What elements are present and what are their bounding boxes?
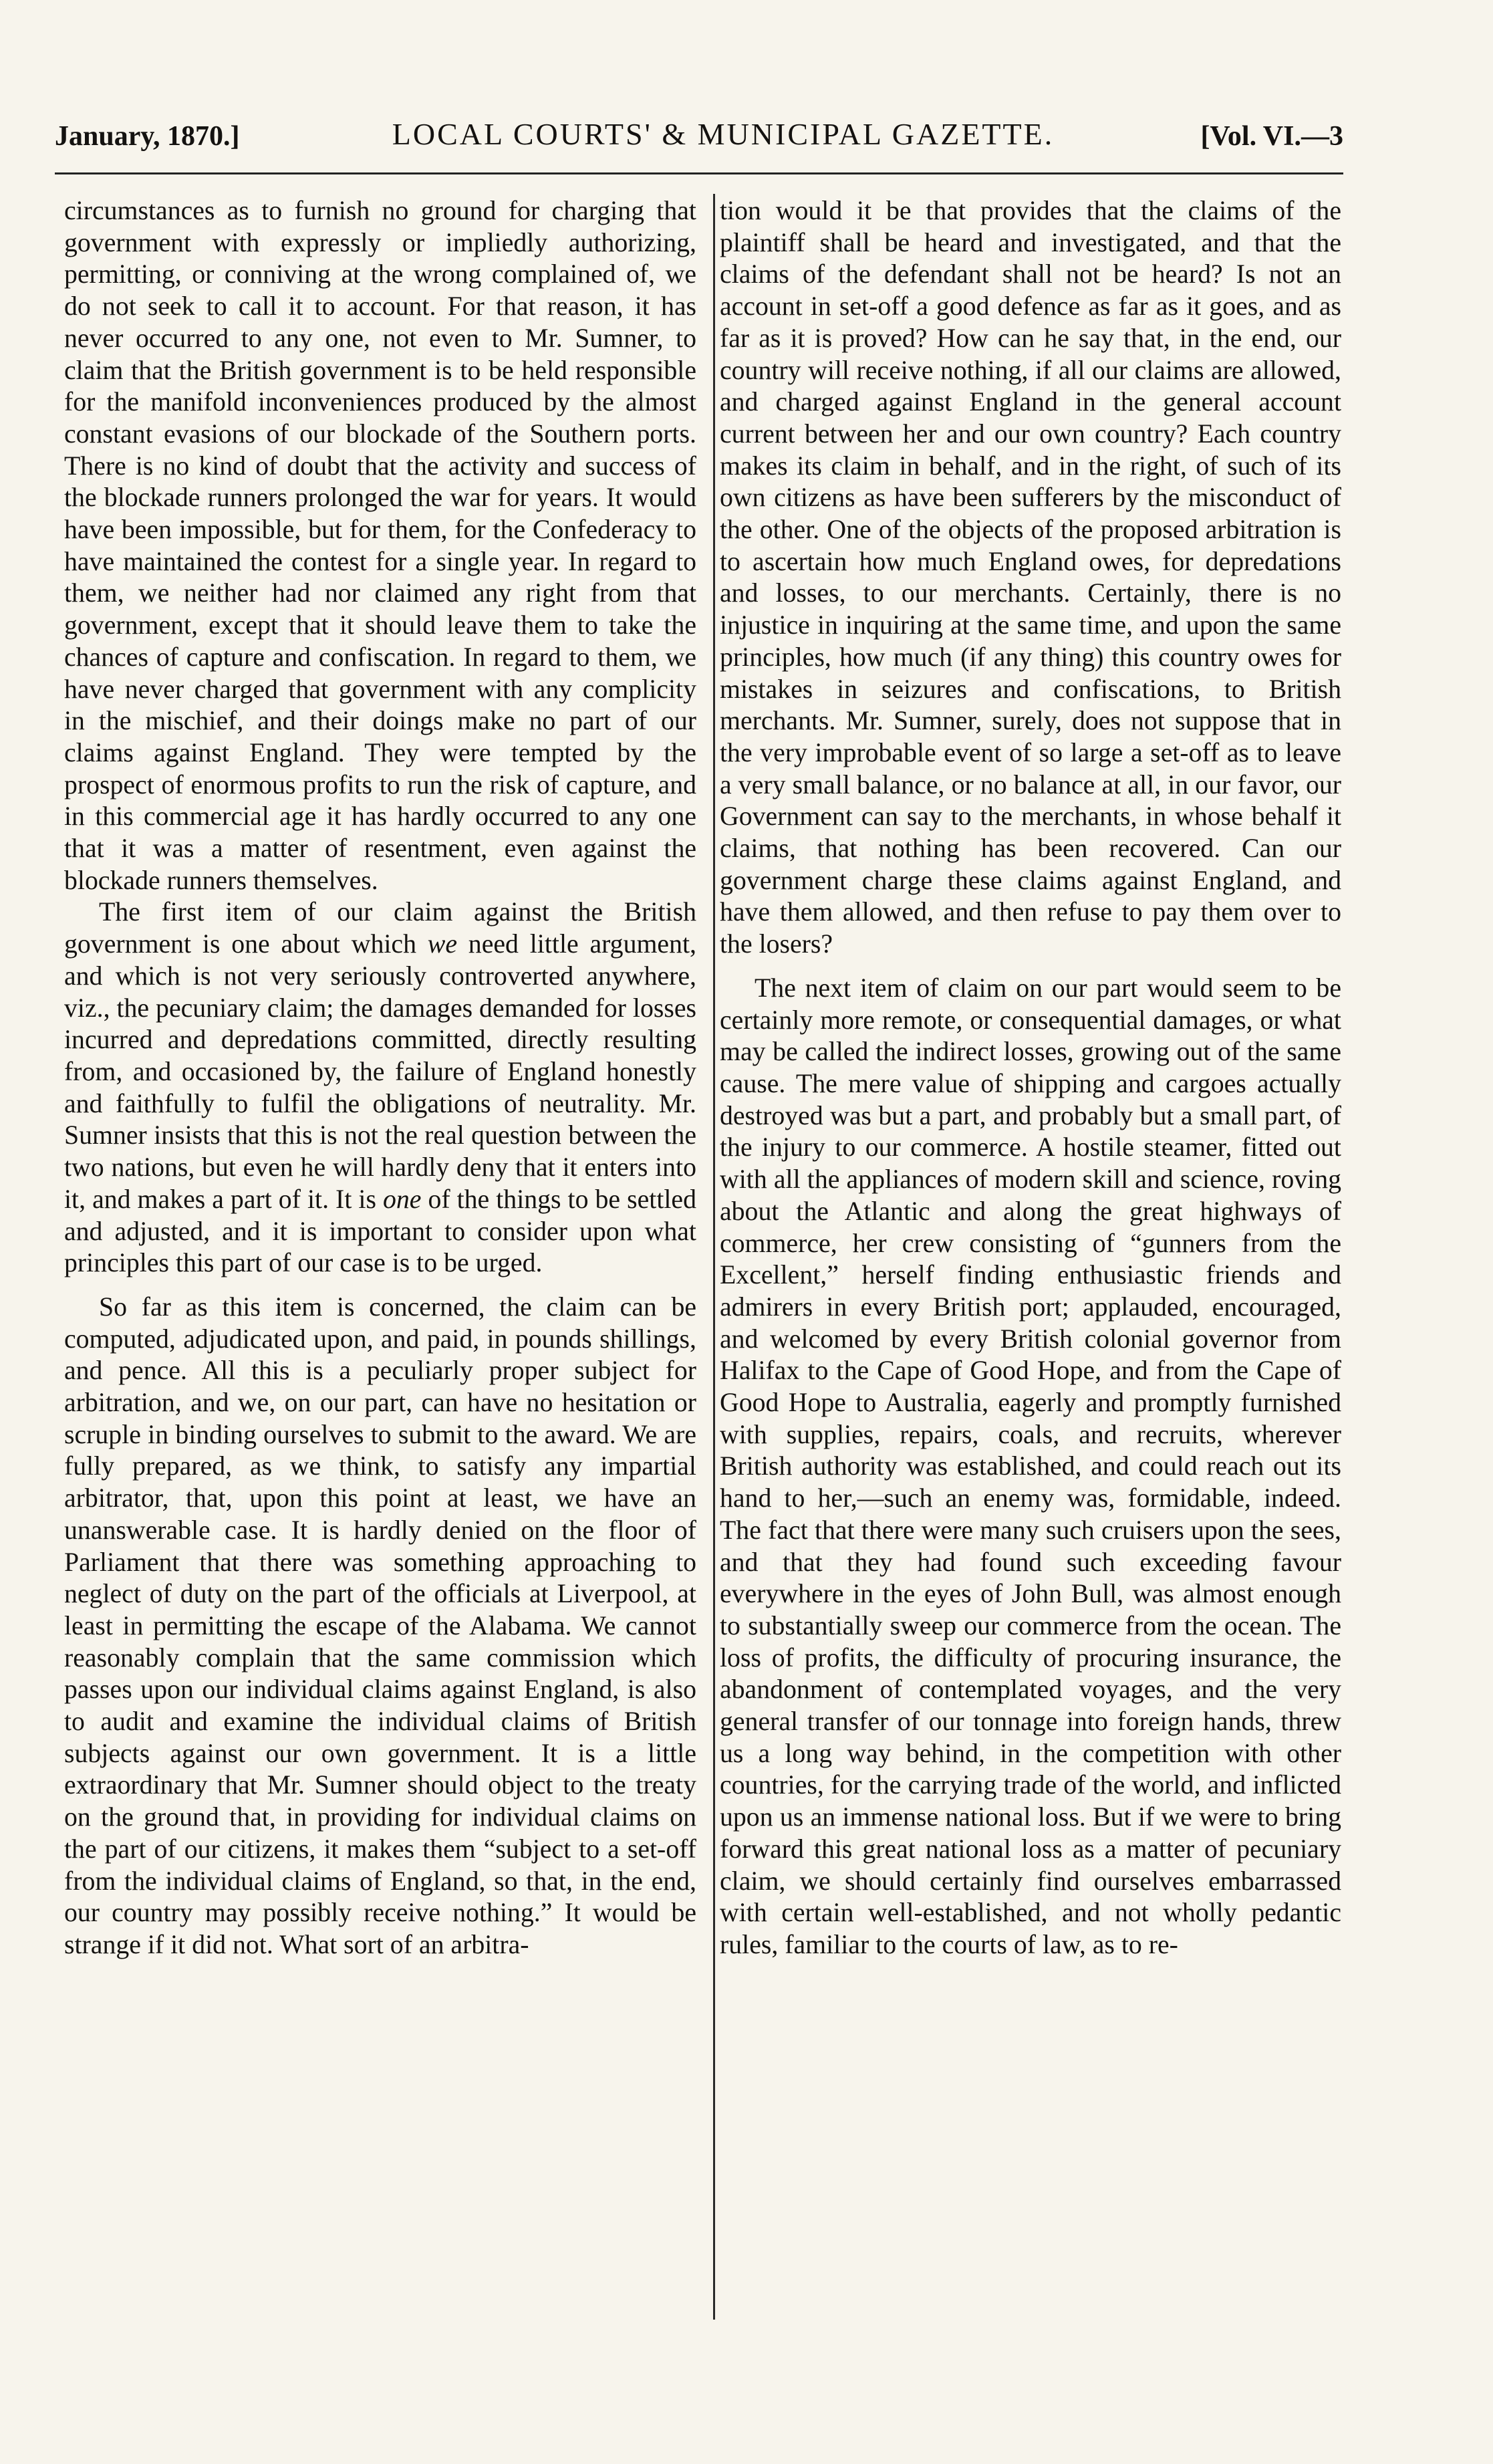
- right-paragraph-1: tion would it be that provides that the claims of the plaintiff shall be heard and investigated, and that the claims of the defendant shall not be heard? Is not an account in set-off a good defence as far as it goes, and as far as it is proved? How can he say that, in the end, our country will receive nothing, if all our claims are allowed, and charged against England in the general account current between her and our own country? Each country makes its claim in behalf, and in the right, of such of its own citizens as have been sufferers by the misconduct of the other. One of the objects of the proposed arbitration is to ascertain how much England owes, for depredations and losses, to our merchants. Certainly, there is no injustice in inquiring at the same time, and upon the same principles, how much (if any thing) this country owes for mistakes in seizures and confiscations, to British merchants. Mr. Sumner, surely, does not suppose that in the very improbable event of so large a set-off as to leave a very small balance, or no balance at all, in our favor, our Government can say to the merchants, in whose behalf it claims, that nothing has been recovered. Can our government charge these claims against England, and have them allowed, and then refuse to pay them over to the losers?: [720, 196, 1341, 959]
- left-paragraph-2-part-b: need little argument, and which is not very seriously controverted anywhere, viz., the pecuniary claim; the damages demanded for losses incurred and depredations committed, directly resulting from, and occasioned by, the failure of England honestly and faithfully to fulfil the obligations of neutrality. Mr. Sumner insists that this is not the real question between the two nations, but even he will hardly deny that it enters into it, and makes a part of it. It is: [64, 929, 696, 1214]
- left-paragraph-3: So far as this item is concerned, the claim can be computed, adjudicated upon, and paid, in pounds shillings, and pence. All this is a peculiarly proper subject for arbitration, and we, on our part, can have no hesitation or scruple in binding ourselves to submit to the award. We are fully prepared, as we think, to satisfy any impartial arbitrator, that, upon this point at least, we have an unanswerable case. It is hardly denied on the floor of Parliament that there was something approaching to neglect of duty on the part of the officials at Liverpool, at least in permitting the escape of the Alabama. We cannot reasonably complain that the same commission which passes upon our individual claims against England, is also to audit and examine the individual claims of British subjects against our own government. It is a little extraordinary that Mr. Sumner should object to the treaty on the ground that, in providing for individual claims on the part of our citizens, it makes them “subject to a set-off from the individual claims of England, so that, in the end, our country may possibly receive nothing.” It would be strange if it did not. What sort of an arbitra-: [64, 1291, 696, 1959]
- left-paragraph-2-emphasis-one: one: [382, 1184, 422, 1214]
- left-paragraph-2-part-c: of the things to be settled and adjusted, and it is important to consider upon what principles this part of our case is to be urged.: [64, 1184, 696, 1278]
- right-column: [720, 195, 1341, 1961]
- header-title: LOCAL COURTS' & MUNICIPAL GAZETTE.: [392, 117, 1055, 151]
- left-paragraph-1: circumstances as to furnish no ground for charging that government with expressly or impliedly authorizing, permitting, or conniving at the wrong complained of, we do not seek to call it to account. For that reason, it has never occurred to any one, not even to Mr. Sumner, to claim that the British government is to be held responsible for the manifold inconveniences produced by the almost constant evasions of our blockade of the Southern ports. There is no kind of doubt that the activity and success of the blockade runners prolonged the war for years. It would have been impossible, but for them, for the Confederacy to have maintained the contest for a single year. In regard to them, we neither had nor claimed any right from that government, except that it should leave them to take the chances of capture and confiscation. In regard to them, we have never charged that government with any complicity in the mischief, and their doings make no part of our claims against England. They were tempted by the prospect of enormous profits to run the risk of capture, and in this commercial age it has hardly occurred to any one that it was a matter of resentment, even against the blockade runners themselves.: [64, 196, 696, 895]
- left-paragraph-2-part-a: The first item of our claim against the British government is one about which: [64, 897, 696, 959]
- right-paragraph-2: The next item of claim on our part would seem to be certainly more remote, or consequential damages, or what may be called the indirect losses, growing out of the same cause. The mere value of shipping and cargoes actually destroyed was but a part, and probably but a small part, of the injury to our commerce. A hostile steamer, fitted out with all the appliances of modern skill and science, roving about the Atlantic and along the great highways of commerce, her crew consisting of “gunners from the Excellent,” herself finding enthusiastic friends and admirers in every British port; applauded, encouraged, and welcomed by every British colonial governor from Halifax to the Cape of Good Hope, and from the Cape of Good Hope to Australia, eagerly and promptly furnished with supplies, repairs, coals, and recruits, wherever British authority was established, and could reach out its hand to her,—such an enemy was, formidable, indeed. The fact that there were many such cruisers upon the sees, and that they had found such exceeding favour everywhere in the eyes of John Bull, was almost enough to substantially sweep our commerce from the ocean. The loss of profits, the difficulty of procuring insurance, the abandonment of contemplated voyages, and the very general transfer of our tonnage into foreign hands, threw us a long way behind, in the competition with other countries, for the carrying trade of the world, and inflicted upon us an immense national loss. But if we were to bring forward this great national loss as a matter of pecuniary claim, we should certainly find ourselves embarrassed with certain well-established, and not wholly pedantic rules, familiar to the courts of law, as to re-: [720, 973, 1341, 1959]
- running-header: [55, 112, 1343, 168]
- header-rule: [55, 172, 1343, 174]
- left-paragraph-2: [64, 896, 696, 1279]
- left-paragraph-2-emphasis-we: we: [427, 929, 457, 959]
- left-column: [64, 195, 696, 1961]
- column-divider: [713, 194, 715, 2320]
- header-date: January, 1870.]: [55, 121, 240, 152]
- header-volume: [Vol. VI.—3: [1200, 121, 1343, 152]
